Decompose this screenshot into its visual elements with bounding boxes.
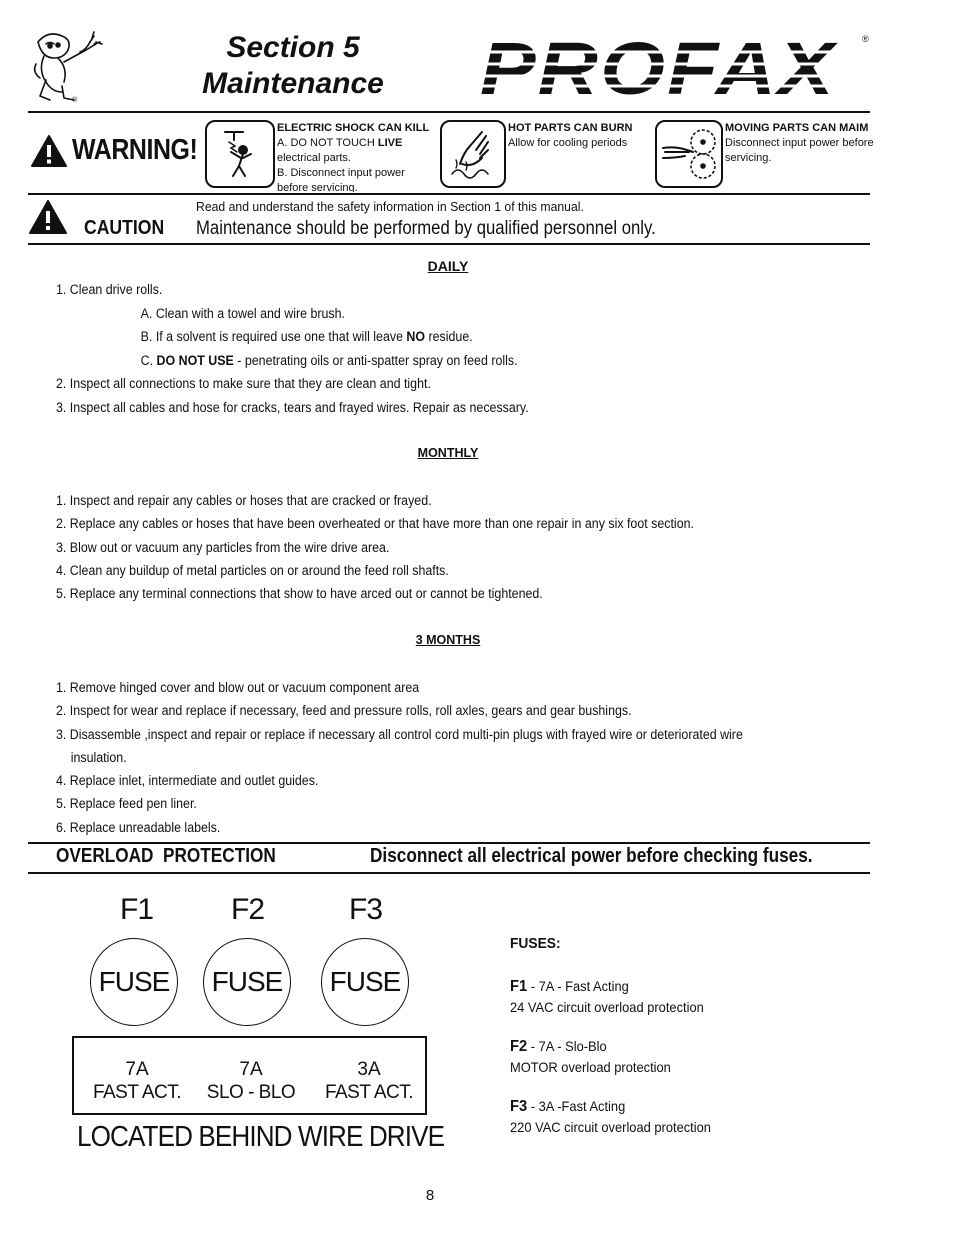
fuse-list-f1-desc: - 7A - Fast Acting bbox=[527, 978, 629, 994]
section-title bbox=[188, 30, 398, 102]
shock-line1 bbox=[277, 136, 437, 151]
shock-line3: B. Disconnect input power bbox=[277, 167, 405, 179]
daily-item-1a: A. Clean with a towel and wire brush. bbox=[140, 305, 345, 321]
mascot-logo bbox=[28, 24, 112, 108]
monthly-item-3: 3. Blow out or vacuum any particles from the wire drive area. bbox=[56, 539, 390, 555]
fuse-list-f2-title bbox=[510, 1036, 786, 1057]
fuse-list-f1 bbox=[510, 976, 786, 1036]
fuse-location-label: LOCATED BEHIND WIRE DRIVE bbox=[77, 1121, 445, 1153]
shock-line2: electrical parts. bbox=[277, 152, 351, 164]
svg-text:PROFAX: PROFAX bbox=[480, 34, 839, 100]
fuse-f1-label: F1 bbox=[120, 893, 154, 926]
overload-bottom-rule bbox=[28, 872, 870, 874]
shock-line4: before servicing. bbox=[277, 182, 358, 192]
daily-item-1c-bold: DO NOT USE bbox=[156, 352, 234, 368]
daily-item-1: 1. Clean drive rolls. bbox=[56, 282, 163, 297]
hot-line1: Allow for cooling periods bbox=[508, 137, 628, 149]
page-number: 8 bbox=[425, 1187, 435, 1204]
caution-label: CAUTION bbox=[84, 217, 165, 239]
registered-mark: ® bbox=[862, 34, 869, 44]
shock-line1-text: A. DO NOT TOUCH bbox=[277, 137, 378, 149]
three-months-item-1: 1. Remove hinged cover and blow out or vacuum component area bbox=[56, 680, 420, 695]
fuse-list-f3-id: F3 bbox=[510, 1098, 528, 1115]
fuse-list-f1-id: F1 bbox=[510, 978, 528, 995]
hot-parts-icon bbox=[440, 120, 506, 188]
fuse-list-f1-detail: 24 VAC circuit overload protection bbox=[510, 999, 704, 1015]
fuse-f1-circle: FUSE bbox=[90, 938, 178, 1026]
three-months-list bbox=[56, 680, 820, 843]
monthly-heading: MONTHLY bbox=[417, 446, 479, 460]
warning-label: WARNING! bbox=[72, 134, 198, 166]
fuse-f3-type: FAST ACT. bbox=[324, 1082, 414, 1103]
fuse-f3-amps: 3A bbox=[357, 1059, 381, 1080]
moving-parts-warning-text bbox=[725, 121, 875, 166]
moving-line2: servicing. bbox=[725, 152, 772, 164]
section-number: Section 5 bbox=[226, 31, 360, 64]
hot-parts-warning-text bbox=[508, 121, 648, 151]
fuse-f3-rating bbox=[306, 1058, 432, 1104]
three-months-item-6: 6. Replace unreadable labels. bbox=[56, 819, 221, 835]
monthly-item-2: 2. Replace any cables or hoses that have been overheated or that have more than one repair in any six foot section. bbox=[56, 516, 694, 532]
monthly-item-5: 5. Replace any terminal connections that show to have arced out or cannot be tightened. bbox=[56, 586, 543, 602]
fuse-f2-amps: 7A bbox=[239, 1059, 263, 1080]
fuse-f3-circle: FUSE bbox=[321, 938, 409, 1026]
monthly-item-1: 1. Inspect and repair any cables or hoses that are cracked or frayed. bbox=[56, 493, 432, 508]
three-months-item-3: 3. Disassemble ,inspect and repair or replace if necessary all control cord multi-pin plugs with frayed wire or deteriorated wire bbox=[56, 726, 743, 742]
header-rule bbox=[28, 111, 870, 113]
daily-item-1b-bold: NO bbox=[406, 329, 426, 344]
moving-title: MOVING PARTS CAN MAIM bbox=[725, 122, 869, 134]
fuse-f1-amps: 7A bbox=[125, 1059, 149, 1080]
monthly-list bbox=[56, 493, 810, 609]
fuse-f1-rating bbox=[74, 1058, 200, 1104]
shock-title: ELECTRIC SHOCK CAN KILL bbox=[277, 122, 430, 134]
fuse-list-f1-title bbox=[510, 976, 786, 997]
section-name: Maintenance bbox=[202, 67, 384, 100]
warning-triangle-icon bbox=[30, 134, 68, 173]
overload-notice: Disconnect all electrical power before checking fuses. bbox=[370, 845, 813, 867]
daily-item-1c bbox=[56, 353, 810, 377]
monthly-item-4: 4. Clean any buildup of metal particles on or around the feed roll shafts. bbox=[56, 562, 449, 578]
daily-item-1c-post: - penetrating oils or anti-spatter spray on feed rolls. bbox=[233, 352, 518, 368]
daily-item-1b-post: residue. bbox=[425, 329, 473, 344]
moving-line1: Disconnect input power before bbox=[725, 137, 874, 149]
fuse-list-f2-id: F2 bbox=[510, 1038, 528, 1055]
fuse-list-f2-desc: - 7A - Slo-Blo bbox=[527, 1038, 607, 1054]
caution-main-text: Maintenance should be performed by qualified personnel only. bbox=[196, 218, 656, 239]
fuse-list-f3 bbox=[510, 1096, 786, 1156]
fuse-list-heading: FUSES: bbox=[510, 935, 561, 952]
fuse-f2-circle: FUSE bbox=[203, 938, 291, 1026]
svg-text:®: ® bbox=[72, 97, 78, 104]
three-months-heading: 3 MONTHS bbox=[415, 633, 481, 647]
electric-shock-icon bbox=[205, 120, 275, 188]
shock-warning-text bbox=[277, 121, 437, 192]
daily-list bbox=[56, 282, 810, 423]
fuse-f3-label: F3 bbox=[349, 893, 383, 926]
fuse-list-f3-detail: 220 VAC circuit overload protection bbox=[510, 1119, 711, 1135]
warning-rule bbox=[28, 193, 870, 195]
fuse-f1-type: FAST ACT. bbox=[92, 1082, 182, 1103]
caution-read-text: Read and understand the safety information in Section 1 of this manual. bbox=[196, 199, 584, 214]
profax-logo bbox=[476, 34, 872, 100]
three-months-item-4: 4. Replace inlet, intermediate and outlet guides. bbox=[56, 773, 319, 789]
overload-top-rule bbox=[28, 842, 870, 844]
caution-triangle-icon bbox=[28, 199, 68, 240]
fuse-f2-label: F2 bbox=[231, 893, 265, 926]
shock-line1-bold: LIVE bbox=[377, 137, 403, 149]
fuse-f2-type: SLO - BLO bbox=[206, 1082, 296, 1103]
daily-item-1c-pre: C. bbox=[140, 352, 157, 368]
fuse-list-f2-detail: MOTOR overload protection bbox=[510, 1059, 671, 1075]
fuse-list-f3-desc: - 3A -Fast Acting bbox=[527, 1098, 626, 1114]
overload-heading: OVERLOAD PROTECTION bbox=[56, 845, 276, 867]
fuse-list bbox=[510, 935, 786, 1156]
fuse-list-f3-title bbox=[510, 1096, 786, 1117]
fuse-list-f2 bbox=[510, 1036, 786, 1096]
fuse-f2-rating bbox=[188, 1058, 314, 1104]
daily-item-1b-pre: B. If a solvent is required use one that will leave bbox=[140, 329, 407, 344]
three-months-item-3-cont: insulation. bbox=[70, 749, 127, 765]
daily-item-2: 2. Inspect all connections to make sure that they are clean and tight. bbox=[56, 376, 431, 391]
moving-parts-icon bbox=[655, 120, 723, 188]
daily-item-1b bbox=[56, 329, 810, 353]
three-months-item-5: 5. Replace feed pen liner. bbox=[56, 796, 197, 812]
hot-title: HOT PARTS CAN BURN bbox=[508, 122, 633, 134]
fuse-rating-box bbox=[72, 1036, 427, 1115]
daily-heading: DAILY bbox=[427, 258, 469, 274]
caution-rule bbox=[28, 243, 870, 245]
daily-item-3: 3. Inspect all cables and hose for cracks, tears and frayed wires. Repair as necessary. bbox=[56, 399, 529, 415]
three-months-item-2: 2. Inspect for wear and replace if necessary, feed and pressure rolls, roll axles, gears and gear bushings. bbox=[56, 703, 632, 719]
